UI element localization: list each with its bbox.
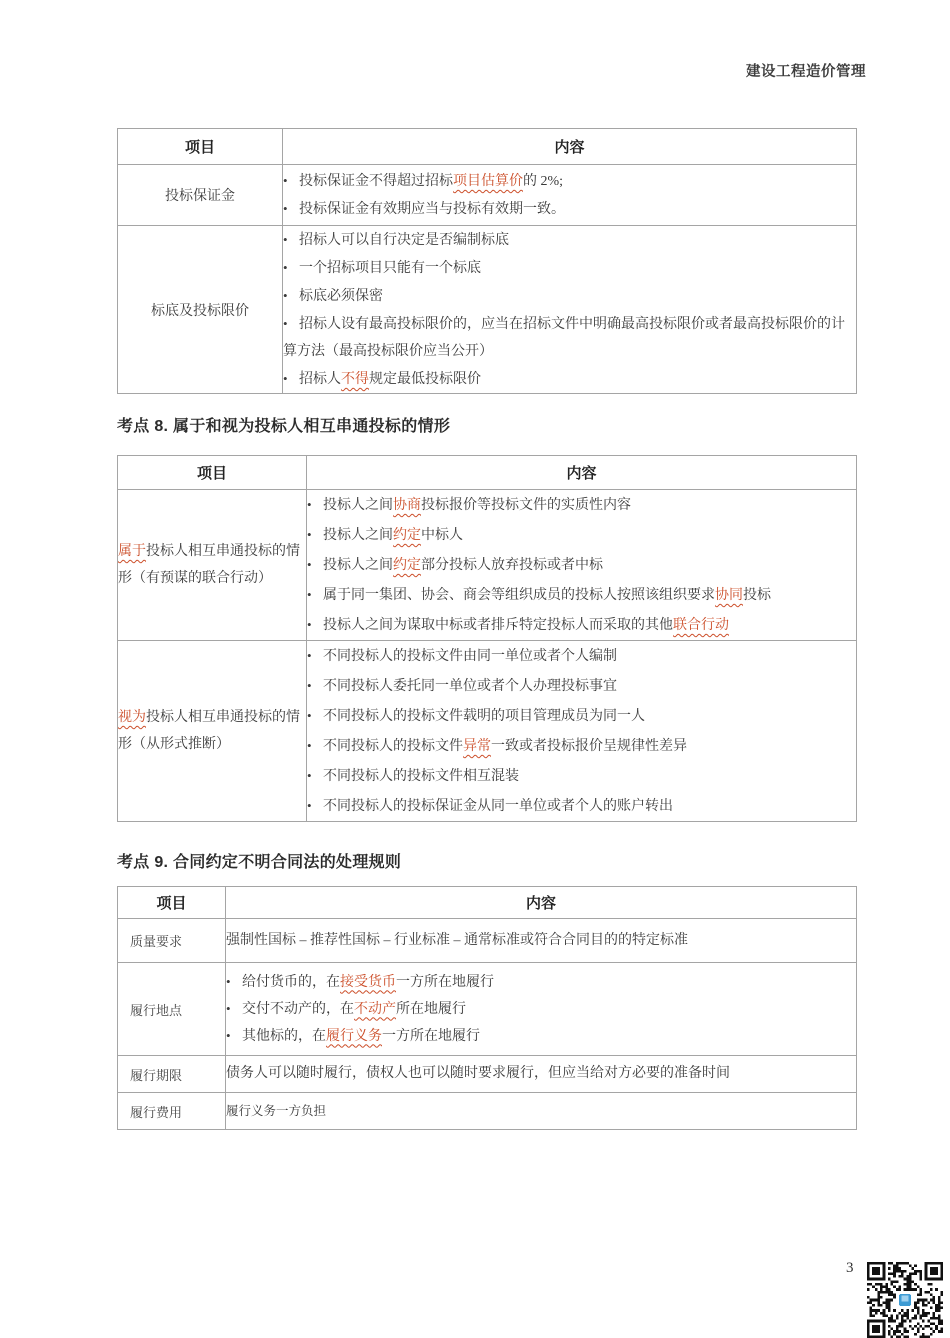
table-collusive-bidding [117,455,857,822]
bullet-icon: • [307,708,312,723]
highlighted-text: 协商 [393,498,421,513]
table-header-row [118,887,857,919]
text-segment: 一个招标项目只能有一个标底 [299,261,481,276]
text-line [226,1098,856,1124]
text-segment: 强制性国标 – 推荐性国标 – 行业标准 – 通常标准或符合合同目的的特定标准 [226,932,688,948]
text-segment: 投标人相互串通投标的情形（有预谋的联合行动） [118,544,300,586]
row-content [226,963,857,1056]
bullet-icon: • [283,371,288,386]
text-segment: 的 2%; [523,174,564,189]
row-label: 履行期限 [118,1056,226,1093]
table-header-row [118,456,857,490]
row-label: 标底及投标限价 [118,226,283,394]
text-segment: 一致或者投标报价呈规律性差异 [491,739,687,754]
highlighted-text: 协同 [715,588,743,603]
bullet-icon: • [307,497,312,512]
bullet-icon: • [226,1000,231,1016]
bullet-icon: • [283,232,288,247]
list-item [283,226,856,254]
text-segment: 债务人可以随时履行，债权人也可以随时要求履行，但应当给对方必要的准备时间 [226,1066,730,1081]
bullet-icon: • [283,173,288,188]
highlighted-text: 履行义务 [326,1028,382,1044]
list-item [307,761,856,791]
bullet-icon: • [307,648,312,663]
text-segment: 属于同一集团、协会、商会等组织成员的投标人按照该组织要求 [323,588,715,603]
text-segment: 给付货币的，在 [242,974,340,990]
bullet-icon: • [307,617,312,632]
text-segment: 投标人相互串通投标的情形（从形式推断） [118,710,300,752]
list-item [307,490,856,520]
text-segment: 不同投标人的投标文件由同一单位或者个人编制 [323,649,617,664]
text-segment: 投标 [743,588,771,603]
text-segment: 交付不动产的，在 [242,1001,354,1017]
list-item [307,701,856,731]
bullet-icon: • [283,288,288,303]
row-label: 质量要求 [118,919,226,963]
text-segment: 不同投标人的投标文件 [323,739,463,754]
highlighted-text: 不得 [341,372,369,387]
list-item [283,254,856,282]
text-segment: 投标人之间 [323,498,393,513]
column-header-item: 项目 [118,129,283,165]
list-item [307,671,856,701]
bullet-icon: • [307,587,312,602]
text-segment: 不同投标人委托同一单位或者个人办理投标事宜 [323,679,617,694]
row-label: 履行费用 [118,1093,226,1130]
table-bid-security [117,128,857,394]
section-heading-8: 考点 8. 属于和视为投标人相互串通投标的情形 [117,418,451,435]
text-segment: 规定最低投标限价 [369,372,481,387]
list-item [307,520,856,550]
qr-code [867,1262,943,1338]
column-header-content: 内容 [283,129,857,165]
bullet-icon: • [307,527,312,542]
text-segment: 所在地履行 [396,1001,466,1017]
text-segment: 招标人 [299,372,341,387]
list-item [307,610,856,640]
text-segment: 其他标的，在 [242,1028,326,1044]
list-item [226,969,856,996]
highlighted-text: 项目估算价 [453,174,523,189]
text-segment: 不同投标人的投标保证金从同一单位或者个人的账户转出 [323,799,673,814]
text-segment: 不同投标人的投标文件相互混装 [323,769,519,784]
row-label: 投标保证金 [118,165,283,226]
row-content [226,919,857,963]
list-item [307,791,856,821]
page-number: 3 [846,1260,854,1276]
text-segment: 投标人之间为谋取中标或者排斥特定投标人而采取的其他 [323,618,673,633]
list-item [283,365,856,393]
bullet-icon: • [226,1027,231,1043]
row-content [283,165,857,226]
row-label: 履行地点 [118,963,226,1056]
list-item [226,1023,856,1050]
highlighted-text: 约定 [393,558,421,573]
column-header-content: 内容 [307,456,857,490]
text-segment: 投标保证金不得超过招标 [299,174,453,189]
table-row [118,226,857,394]
table-row [118,919,857,963]
highlighted-text: 视为 [118,710,146,725]
row-content [226,1093,857,1130]
table-row [118,490,857,641]
list-item [307,550,856,580]
table-row [118,1093,857,1130]
column-header-content: 内容 [226,887,857,919]
table-header-row [118,129,857,165]
list-item [283,167,856,195]
bullet-icon: • [307,798,312,813]
table-row [118,963,857,1056]
row-content [307,490,857,641]
bullet-icon: • [226,973,231,989]
highlighted-text: 约定 [393,528,421,543]
text-line [226,1061,856,1087]
text-segment: 投标人之间 [323,558,393,573]
text-segment: 招标人可以自行决定是否编制标底 [299,233,509,248]
highlighted-text: 异常 [463,739,491,754]
table-row [118,165,857,226]
text-segment: 招标人设有最高投标限价的，应当在招标文件中明确最高投标限价或者最高投标限价的计算方法（最高投标限价应当公开） [283,317,845,359]
bullet-icon: • [283,316,288,331]
highlighted-text: 属于 [118,544,146,559]
text-segment: 投标保证金有效期应当与投标有效期一致。 [299,202,565,217]
list-item [226,996,856,1023]
text-segment: 标底必须保密 [299,289,383,304]
text-segment: 投标报价等投标文件的实质性内容 [421,498,631,513]
text-segment: 一方所在地履行 [396,974,494,990]
bullet-icon: • [283,260,288,275]
bullet-icon: • [307,557,312,572]
column-header-item: 项目 [118,456,307,490]
row-label [118,490,307,641]
bullet-icon: • [307,768,312,783]
text-segment: 不同投标人的投标文件载明的项目管理成员为同一人 [323,709,645,724]
list-item [307,731,856,761]
list-item [283,282,856,310]
row-label [118,641,307,822]
text-segment: 投标人之间 [323,528,393,543]
row-content [283,226,857,394]
column-header-item: 项目 [118,887,226,919]
list-item [283,310,856,365]
bullet-icon: • [307,678,312,693]
list-item [307,641,856,671]
text-segment: 一方所在地履行 [382,1028,480,1044]
row-content [226,1056,857,1093]
bullet-icon: • [307,738,312,753]
table-row [118,641,857,822]
highlighted-text: 不动产 [354,1001,396,1017]
text-segment: 部分投标人放弃投标或者中标 [421,558,603,573]
list-item [307,580,856,610]
bullet-icon: • [283,201,288,216]
table-row [118,1056,857,1093]
section-heading-9: 考点 9. 合同约定不明合同法的处理规则 [117,854,402,871]
highlighted-text: 接受货币 [340,974,396,990]
table-contract-rules [117,886,857,1130]
text-line [226,928,856,954]
highlighted-text: 联合行动 [673,618,729,633]
list-item [283,195,856,223]
text-segment: 履行义务一方负担 [226,1104,327,1118]
row-content [307,641,857,822]
text-segment: 中标人 [421,528,463,543]
page-header-title: 建设工程造价管理 [746,64,866,80]
